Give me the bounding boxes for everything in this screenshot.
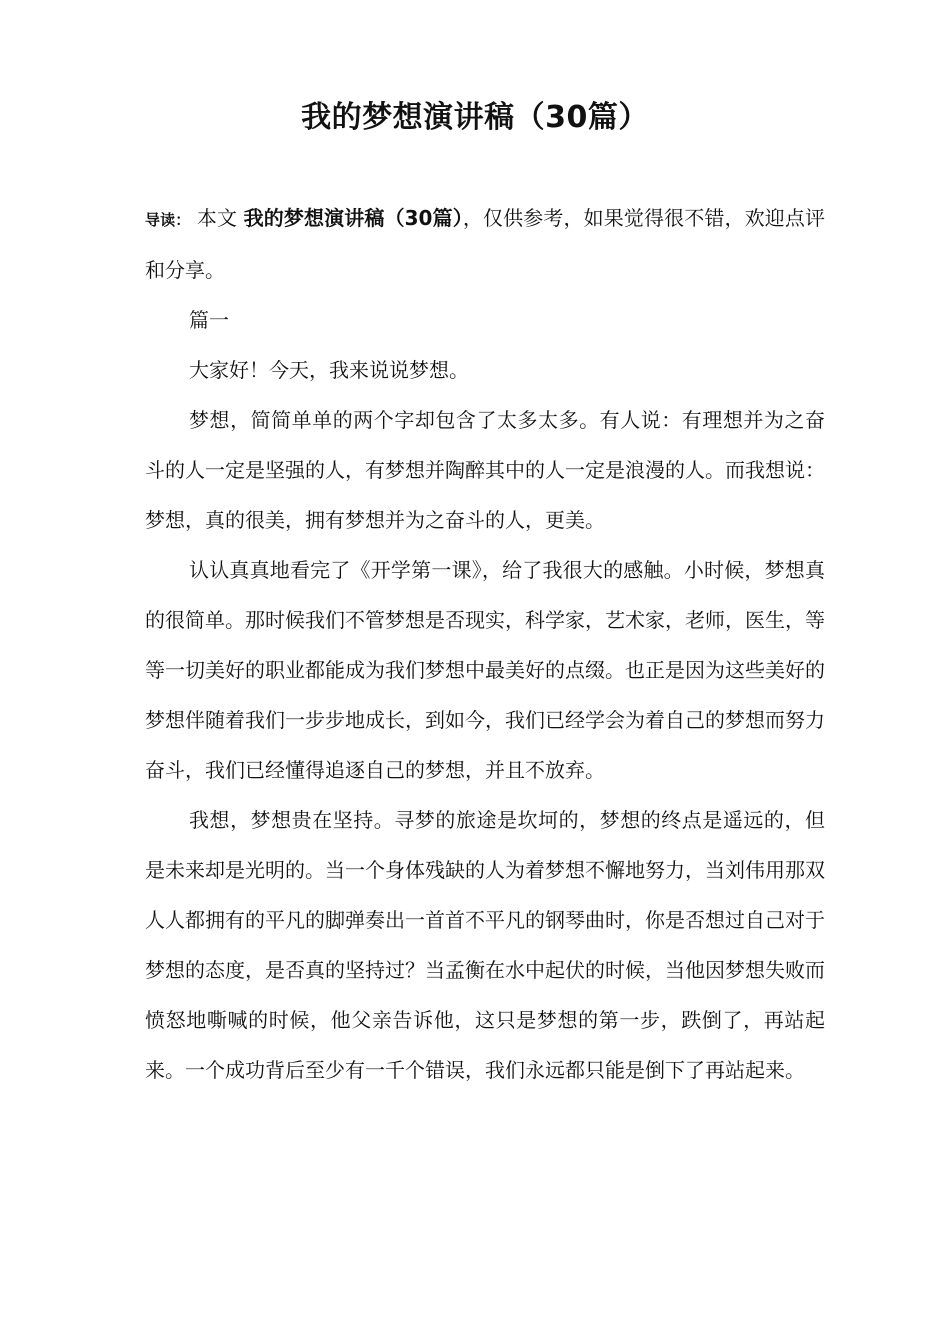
intro-label: 导读： [145, 211, 191, 229]
document-body [145, 193, 825, 1095]
section-heading: 篇一 [189, 308, 229, 332]
paragraph-2: 梦想，简简单单的两个字却包含了太多太多。有人说：有理想并为之奋斗的人一定是坚强的人，有梦想并陶醉其中的人一定是浪漫的人。而我想说：梦想，真的很美，拥有梦想并为之奋斗的人，更美。 [145, 408, 825, 532]
paragraph-3: 认认真真地看完了《开学第一课》，给了我很大的感触。小时候，梦想真的很简单。那时候我们不管梦想是否现实，科学家，艺术家，老师，医生，等等一切美好的职业都能成为我们梦想中最美好的点缀。也正是因为这些美好的梦想伴随着我们一步步地成长，到如今，我们已经学会为着自己的梦想而努力奋斗，我们已经懂得追逐自己的梦想，并且不放弃。 [145, 558, 825, 782]
intro-prefix: 本文 [196, 206, 244, 230]
intro-suffix: ，仅供参考，如果觉得很不错，欢迎点评和分享。 [145, 206, 826, 282]
paragraph-4: 我想，梦想贵在坚持。寻梦的旅途是坎坷的，梦想的终点是遥远的，但是未来却是光明的。当一个身体残缺的人为着梦想不懈地努力，当刘伟用那双人人都拥有的平凡的脚弹奏出一首首不平凡的钢琴曲时，你是否想过自己对于梦想的态度，是否真的坚持过？当孟衡在水中起伏的时候，当他因梦想失败而愤怒地嘶喊的时候，他父亲告诉他，这只是梦想的第一步，跌倒了，再站起来。一个成功背后至少有一千个错误，我们永远都只能是倒下了再站起来。 [145, 808, 825, 1082]
document-title: 我的梦想演讲稿（30篇） [301, 100, 649, 135]
paragraph-1: 大家好！今天，我来说说梦想。 [189, 358, 469, 382]
intro-paragraph [145, 193, 825, 295]
intro-doc-title: 我的梦想演讲稿（30篇） [243, 206, 463, 230]
